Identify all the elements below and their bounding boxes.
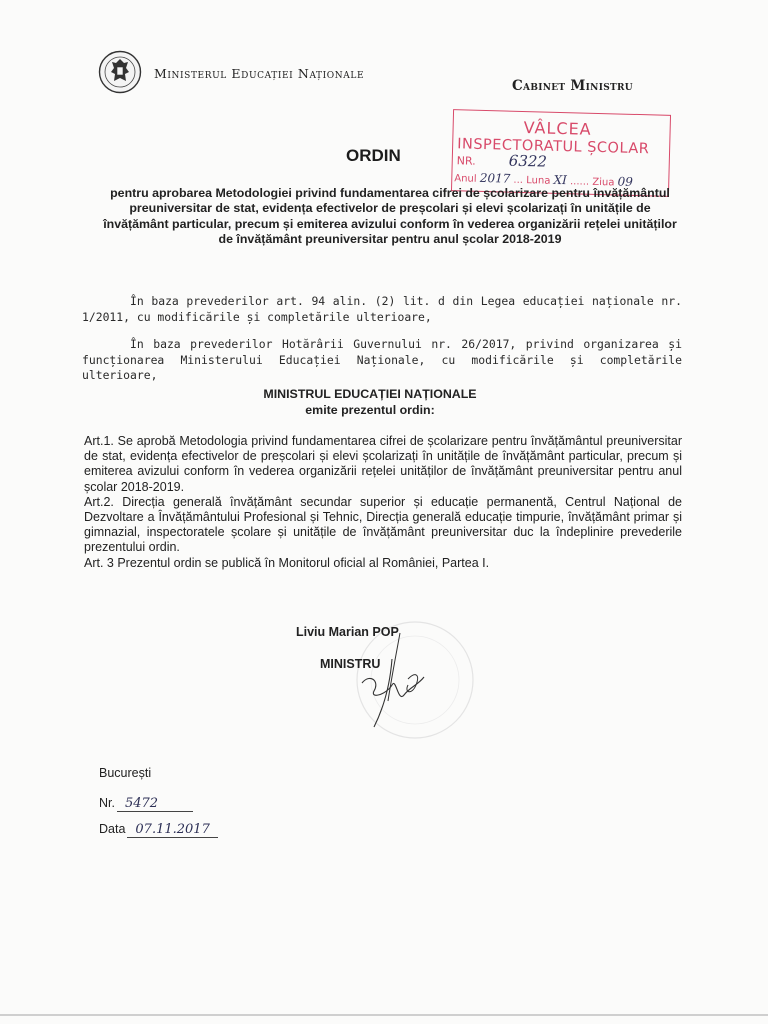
cabinet-label: Cabinet Ministru	[512, 78, 633, 94]
legal-basis-2-text: În baza prevederilor Hotărârii Guvernului nr. 26/2017, privind organizarea și funcționarea Ministerului Educației Naționale, cu modificările și completările ulterioare,	[82, 337, 682, 382]
issuer-statement: emite prezentul ordin:	[305, 403, 435, 417]
stamp-day-value: 09	[617, 174, 634, 189]
issue-date-label: Data	[99, 822, 126, 836]
article-2	[84, 495, 682, 556]
article-3-text: Prezentul ordin se publică în Monitorul oficial al României, Partea I.	[113, 555, 490, 570]
issue-date	[99, 822, 218, 838]
stamp-nr-value: 6322	[508, 151, 548, 171]
romanian-government-seal-icon	[98, 50, 142, 94]
registration-number-label: Nr.	[99, 796, 115, 810]
signer-name: Liviu Marian POP	[296, 625, 399, 639]
stamp-day-label: Ziua	[592, 176, 615, 189]
article-1-text: Se aprobă Metodologia privind fundamentarea cifrei de școlarizare pentru învățământul preuniversitar de stat, evidența efectivelor de preșcolari și elevi școlarizați în unitățile de învățământ particular, precum și emiterea avizului conform în vederea organizării rețelei unităților de învățământ preuniversitar pentru anul școlar 2018-2019.	[84, 434, 682, 494]
article-3-label: Art. 3	[84, 555, 114, 570]
stamp-year-value: 2017	[479, 170, 511, 186]
document-title: ORDIN	[346, 146, 401, 165]
issue-city: București	[99, 766, 152, 780]
stamp-office: INSPECTORATUL ȘCOLAR	[456, 136, 650, 158]
issue-date-value: 07.11.2017	[127, 822, 217, 838]
article-2-label: Art.2.	[84, 494, 114, 509]
scan-edge	[0, 1014, 768, 1016]
stamp-month-label: Luna	[526, 175, 551, 187]
registration-number-value: 5472	[117, 796, 193, 812]
stamp-nr-label: NR.	[456, 154, 476, 168]
stamp-dates: Anul 2017 ... Luna XI ...... Ziua 09	[454, 170, 634, 189]
stamp-month-value: XI	[553, 172, 568, 188]
article-1-label: Art.1.	[84, 434, 114, 448]
document-subtitle: pentru aprobarea Metodologiei privind fundamentarea cifrei de școlarizare pentru învățământul preuniversitar de stat, evidența efectivelor de preșcolari și elevi școlarizați în unitățile de învățământ particular, precum și emiterea avizului conform în vederea organizării rețelei unităților de învățământ preuniversitar pentru anul școlar 2018-2019	[103, 186, 677, 247]
registration-number	[99, 796, 193, 812]
article-2-text: Direcția generală învățământ secundar superior și educație permanentă, Centrul Național de Dezvoltare a Învățământului Profesional și Tehnic, Direcția generală educație timpurie, învățământ primar și gimnazial, inspectoratele școlare și unitățile de învățământ preuniversitar duc la îndeplinire prevederile prezentului ordin.	[84, 494, 682, 555]
ministry-name: Ministerul Educației Naționale	[154, 66, 365, 81]
article-3	[84, 556, 682, 571]
articles	[84, 434, 682, 571]
registration-stamp	[451, 109, 671, 197]
legal-basis-1-text: În baza prevederilor art. 94 alin. (2) lit. d din Legea educației naționale nr. 1/2011, cu modificările și completările ulterioare,	[82, 294, 682, 324]
article-1	[84, 434, 682, 495]
issuer-block	[200, 386, 540, 418]
issuer-name: MINISTRUL EDUCAȚIEI NAȚIONALE	[263, 387, 477, 401]
legal-basis-2	[82, 337, 682, 384]
stamp-year-label: Anul	[454, 173, 477, 185]
signer-role: MINISTRU	[320, 657, 381, 671]
legal-basis-1	[82, 294, 682, 325]
stamp-county: VÂLCEA	[523, 118, 592, 139]
